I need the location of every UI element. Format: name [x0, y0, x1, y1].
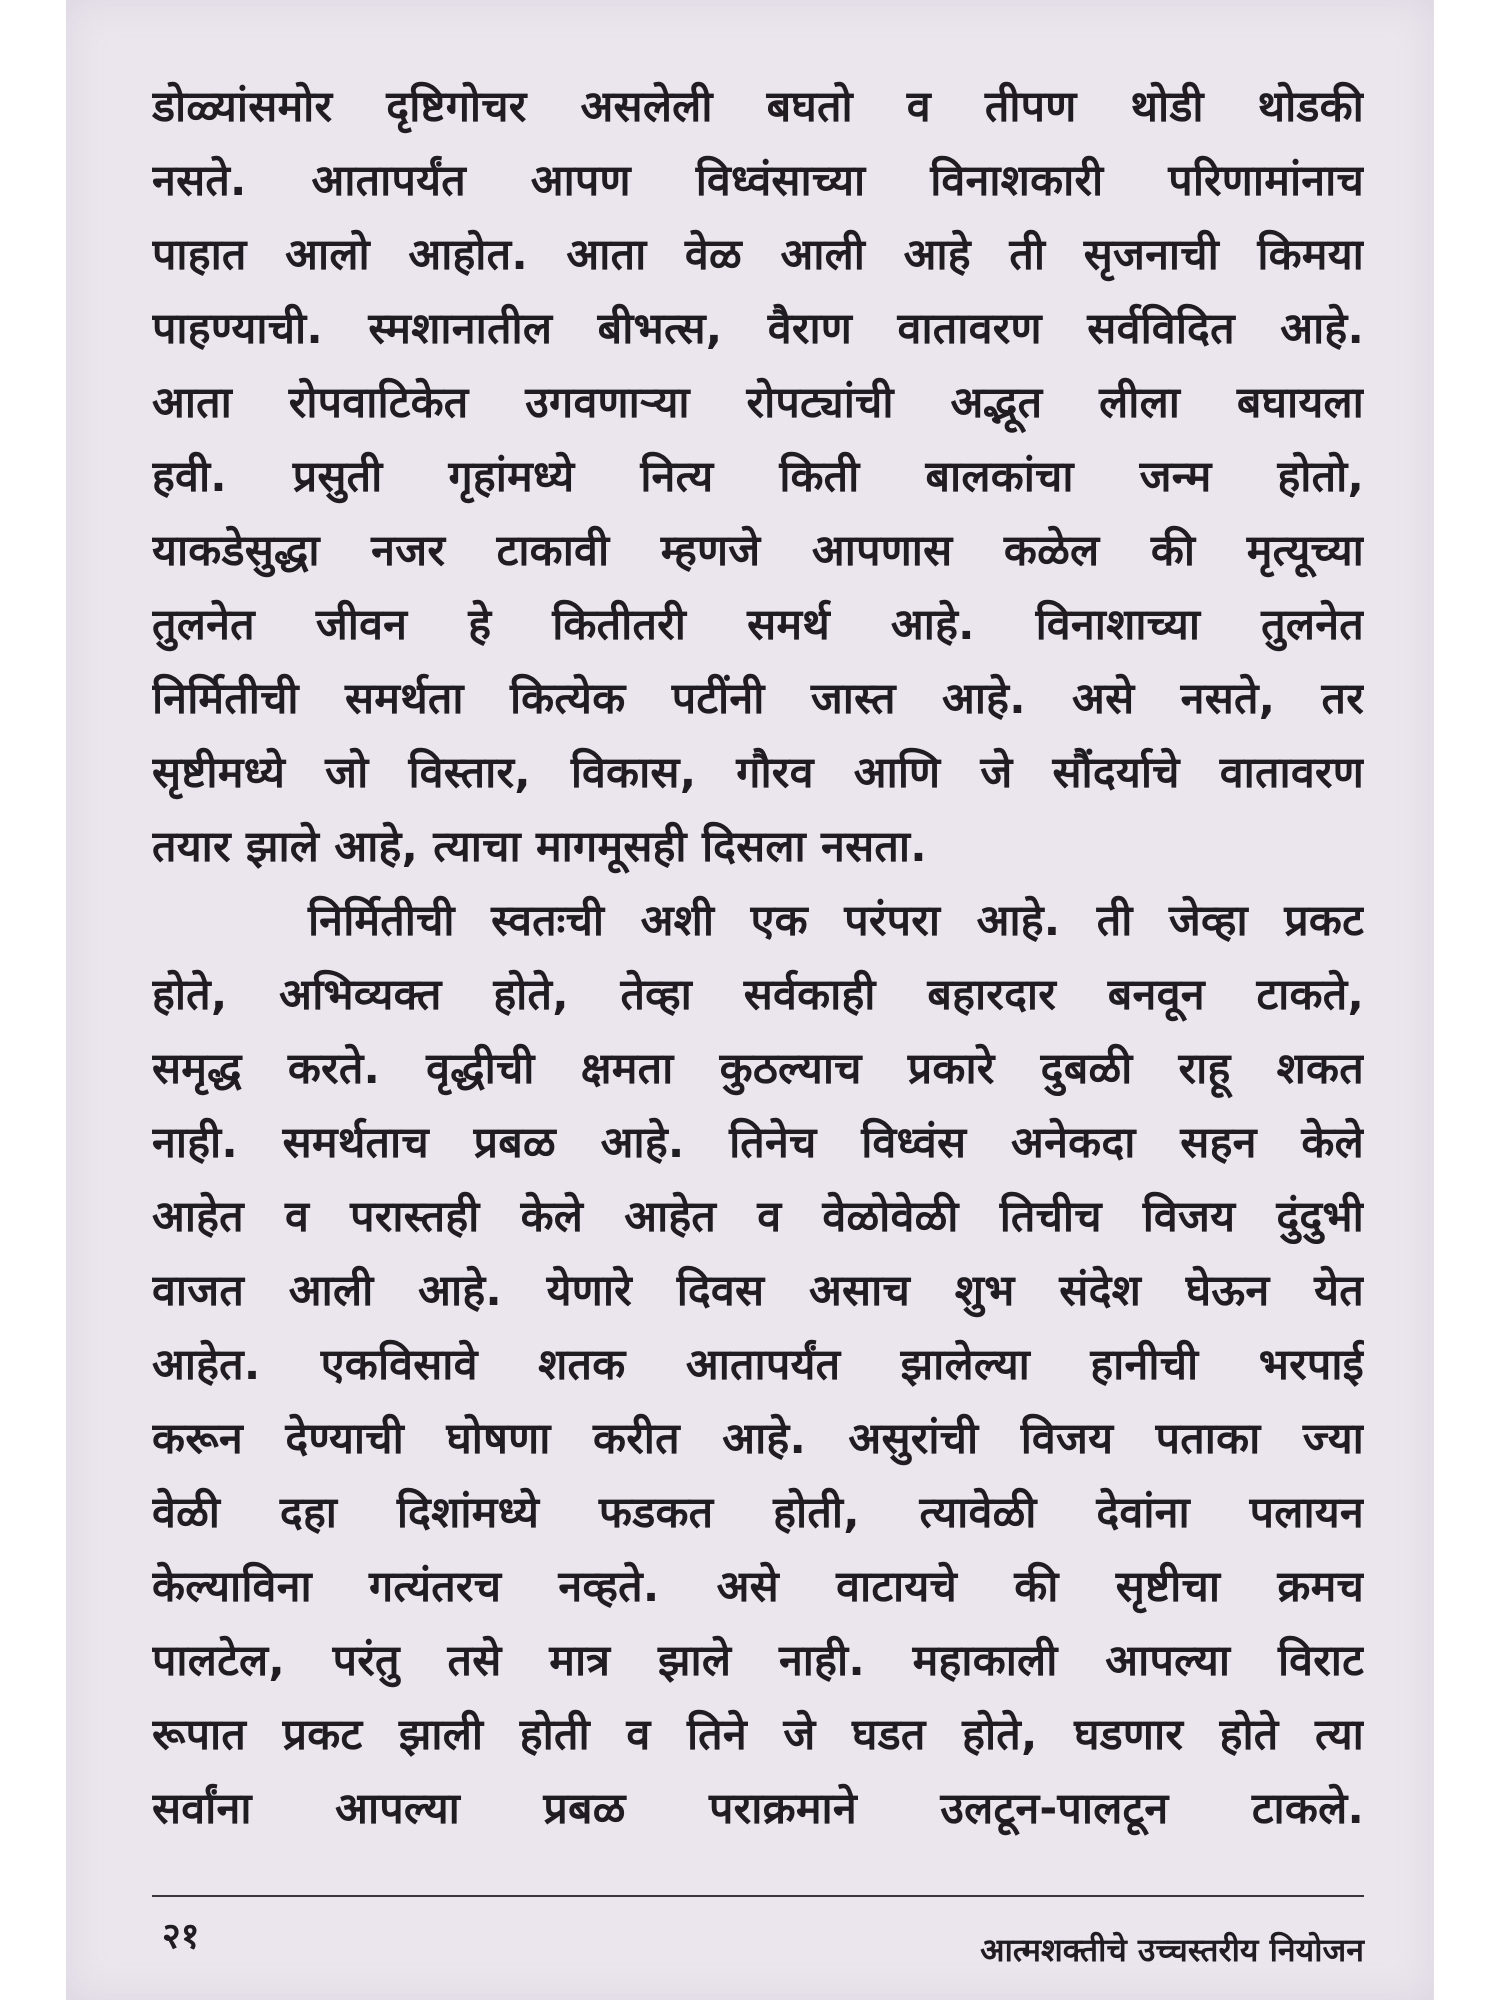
text-line: आता रोपवाटिकेत उगवणाऱ्या रोपट्यांची अद्भूत लीला बघायला	[152, 378, 1364, 428]
running-title: आत्मशक्तीचे उच्चस्तरीय नियोजन	[980, 1931, 1364, 1969]
footer-divider	[152, 1895, 1364, 1897]
text-line: समृद्ध करते. वृद्धीची क्षमता कुठल्याच प्रकारे दुबळी राहू शकत	[152, 1044, 1364, 1094]
paragraph-start-line: निर्मितीची स्वतःची अशी एक परंपरा आहे. ती जेव्हा प्रकट	[308, 896, 1364, 946]
text-line: आहेत. एकविसावे शतक आतापर्यंत झालेल्या हानीची भरपाई	[152, 1340, 1364, 1390]
text-line: नसते. आतापर्यंत आपण विध्वंसाच्या विनाशकारी परिणामांनाच	[152, 156, 1364, 206]
text-line: डोळ्यांसमोर दृष्टिगोचर असलेली बघतो व तीपण थोडी थोडकी	[152, 82, 1364, 132]
body-text	[152, 70, 1364, 1846]
paragraph-end-line: तयार झाले आहे, त्याचा मागमूसही दिसला नसता.	[152, 822, 927, 872]
text-line: आहेत व परास्तही केले आहेत व वेळोवेळी तिचीच विजय दुंदुभी	[152, 1192, 1364, 1242]
right-margin	[1434, 0, 1500, 2000]
text-line: केल्याविना गत्यंतरच नव्हते. असे वाटायचे की सृष्टीचा क्रमच	[152, 1562, 1364, 1612]
text-line: होते, अभिव्यक्त होते, तेव्हा सर्वकाही बहारदार बनवून टाकते,	[152, 970, 1364, 1020]
text-line: सर्वांना आपल्या प्रबळ पराक्रमाने उलटून-पालटून टाकले.	[152, 1784, 1364, 1834]
text-line: करून देण्याची घोषणा करीत आहे. असुरांची विजय पताका ज्या	[152, 1414, 1364, 1464]
left-margin	[0, 0, 66, 2000]
text-line: पालटेल, परंतु तसे मात्र झाले नाही. महाकाली आपल्या विराट	[152, 1636, 1364, 1686]
text-line: हवी. प्रसुती गृहांमध्ये नित्य किती बालकांचा जन्म होतो,	[152, 452, 1364, 502]
text-line: पाहण्याची. स्मशानातील बीभत्स, वैराण वातावरण सर्वविदित आहे.	[152, 304, 1364, 354]
text-line: नाही. समर्थताच प्रबळ आहे. तिनेच विध्वंस अनेकदा सहन केले	[152, 1118, 1364, 1168]
text-line: पाहात आलो आहोत. आता वेळ आली आहे ती सृजनाची किमया	[152, 230, 1364, 280]
page-number: २१	[162, 1916, 200, 1957]
book-page	[66, 0, 1434, 2000]
text-line: सृष्टीमध्ये जो विस्तार, विकास, गौरव आणि जे सौंदर्याचे वातावरण	[152, 748, 1364, 798]
text-line: तुलनेत जीवन हे कितीतरी समर्थ आहे. विनाशाच्या तुलनेत	[152, 600, 1364, 650]
text-line: वाजत आली आहे. येणारे दिवस असाच शुभ संदेश घेऊन येत	[152, 1266, 1364, 1316]
text-line: वेळी दहा दिशांमध्ये फडकत होती, त्यावेळी देवांना पलायन	[152, 1488, 1364, 1538]
text-line: रूपात प्रकट झाली होती व तिने जे घडत होते, घडणार होते त्या	[152, 1710, 1364, 1760]
text-line: निर्मितीची समर्थता कित्येक पटींनी जास्त आहे. असे नसते, तर	[152, 674, 1364, 724]
text-line: याकडेसुद्धा नजर टाकावी म्हणजे आपणास कळेल की मृत्यूच्या	[152, 526, 1364, 576]
